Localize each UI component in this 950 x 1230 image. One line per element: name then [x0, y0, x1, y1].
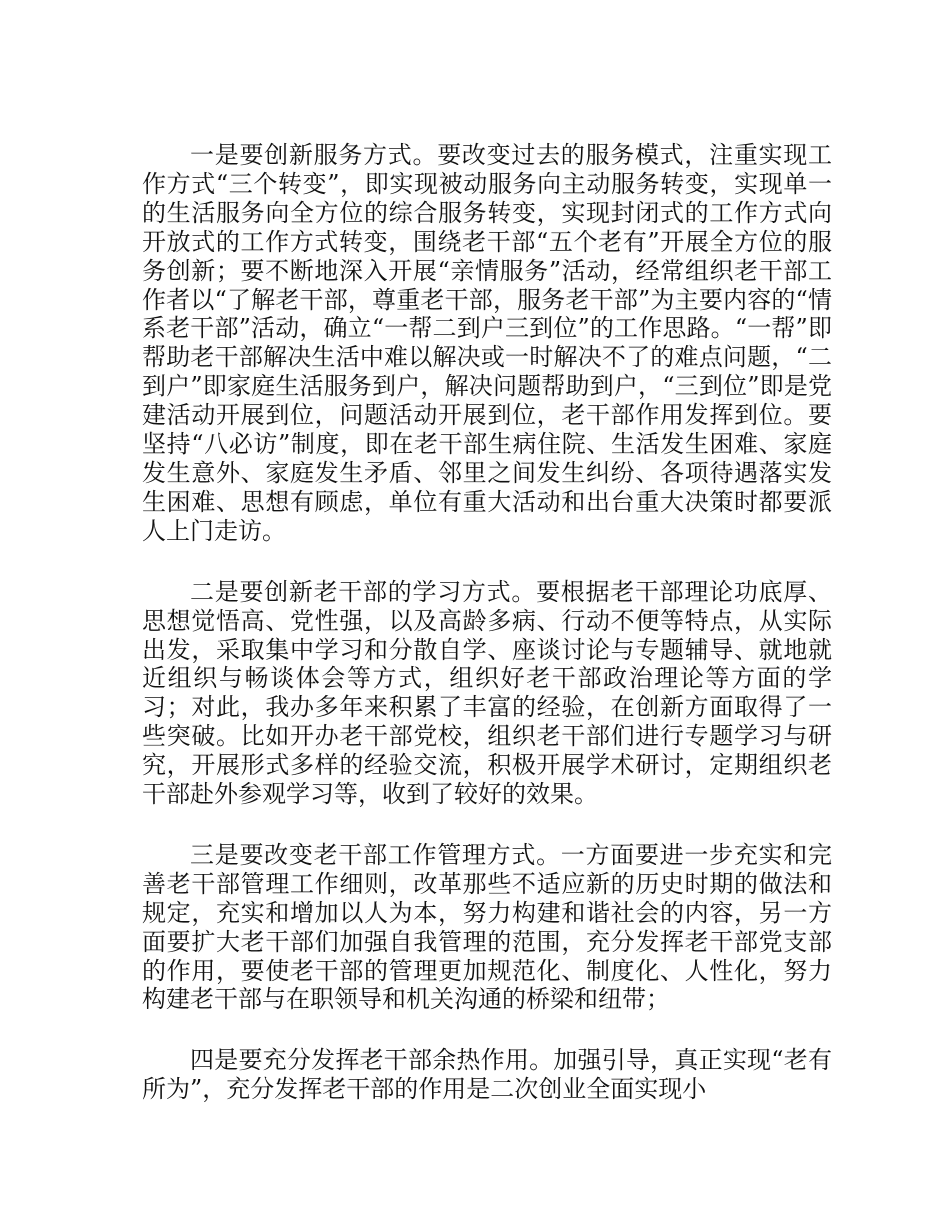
paragraph-study-method: 二是要创新老干部的学习方式。要根据老干部理论功底厚、思想觉悟高、党性强，以及高龄多病、行动不便等特点，从实际出发，采取集中学习和分散自学、座谈讨论与专题辅导、就地就近组织与畅谈体会等方式，组织好老干部政治理论等方面的学习；对此，我办多年来积累了丰富的经验，在创新方面取得了一些突破。比如开办老干部党校，组织老干部们进行专题学习与研究，开展形式多样的经验交流，积极开展学术研讨，定期组织老干部赴外参观学习等，收到了较好的效果。 — [142, 577, 832, 809]
paragraph-service-method: 一是要创新服务方式。要改变过去的服务模式，注重实现工作方式“三个转变”，即实现被动服务向主动服务转变，实现单一的生活服务向全方位的综合服务转变，实现封闭式的工作方式向开放式的工作方式转变，围绕老干部“五个老有”开展全方位的服务创新；要不断地深入开展“亲情服务”活动，经常组织老干部工作者以“了解老干部，尊重老干部，服务老干部”为主要内容的“情系老干部”活动，确立“一帮二到户三到位”的工作思路。“一帮”即帮助老干部解决生活中难以解决或一时解决不了的难点问题，“二到户”即家庭生活服务到户，解决问题帮助到户，“三到位”即是党建活动开展到位，问题活动开展到位，老干部作用发挥到位。要坚持“八必访”制度，即在老干部生病住院、生活发生困难、家庭发生意外、家庭发生矛盾、邻里之间发生纠纷、各项待遇落实发生困难、思想有顾虑，单位有重大活动和出台重大决策时都要派人上门走访。 — [142, 141, 832, 545]
paragraph-residual-role: 四是要充分发挥老干部余热作用。加强引导，真正实现“老有所为”，充分发挥老干部的作用是二次创业全面实现小 — [142, 1046, 832, 1104]
document-page — [142, 141, 832, 1104]
paragraph-management-method: 三是要改变老干部工作管理方式。一方面要进一步充实和完善老干部管理工作细则，改革那些不适应新的历史时期的做法和规定，充实和增加以人为本，努力构建和谐社会的内容，另一方面要扩大老干部们加强自我管理的范围，充分发挥老干部党支部的作用，要使老干部的管理更加规范化、制度化、人性化，努力构建老干部与在职领导和机关沟通的桥梁和纽带； — [142, 840, 832, 1014]
